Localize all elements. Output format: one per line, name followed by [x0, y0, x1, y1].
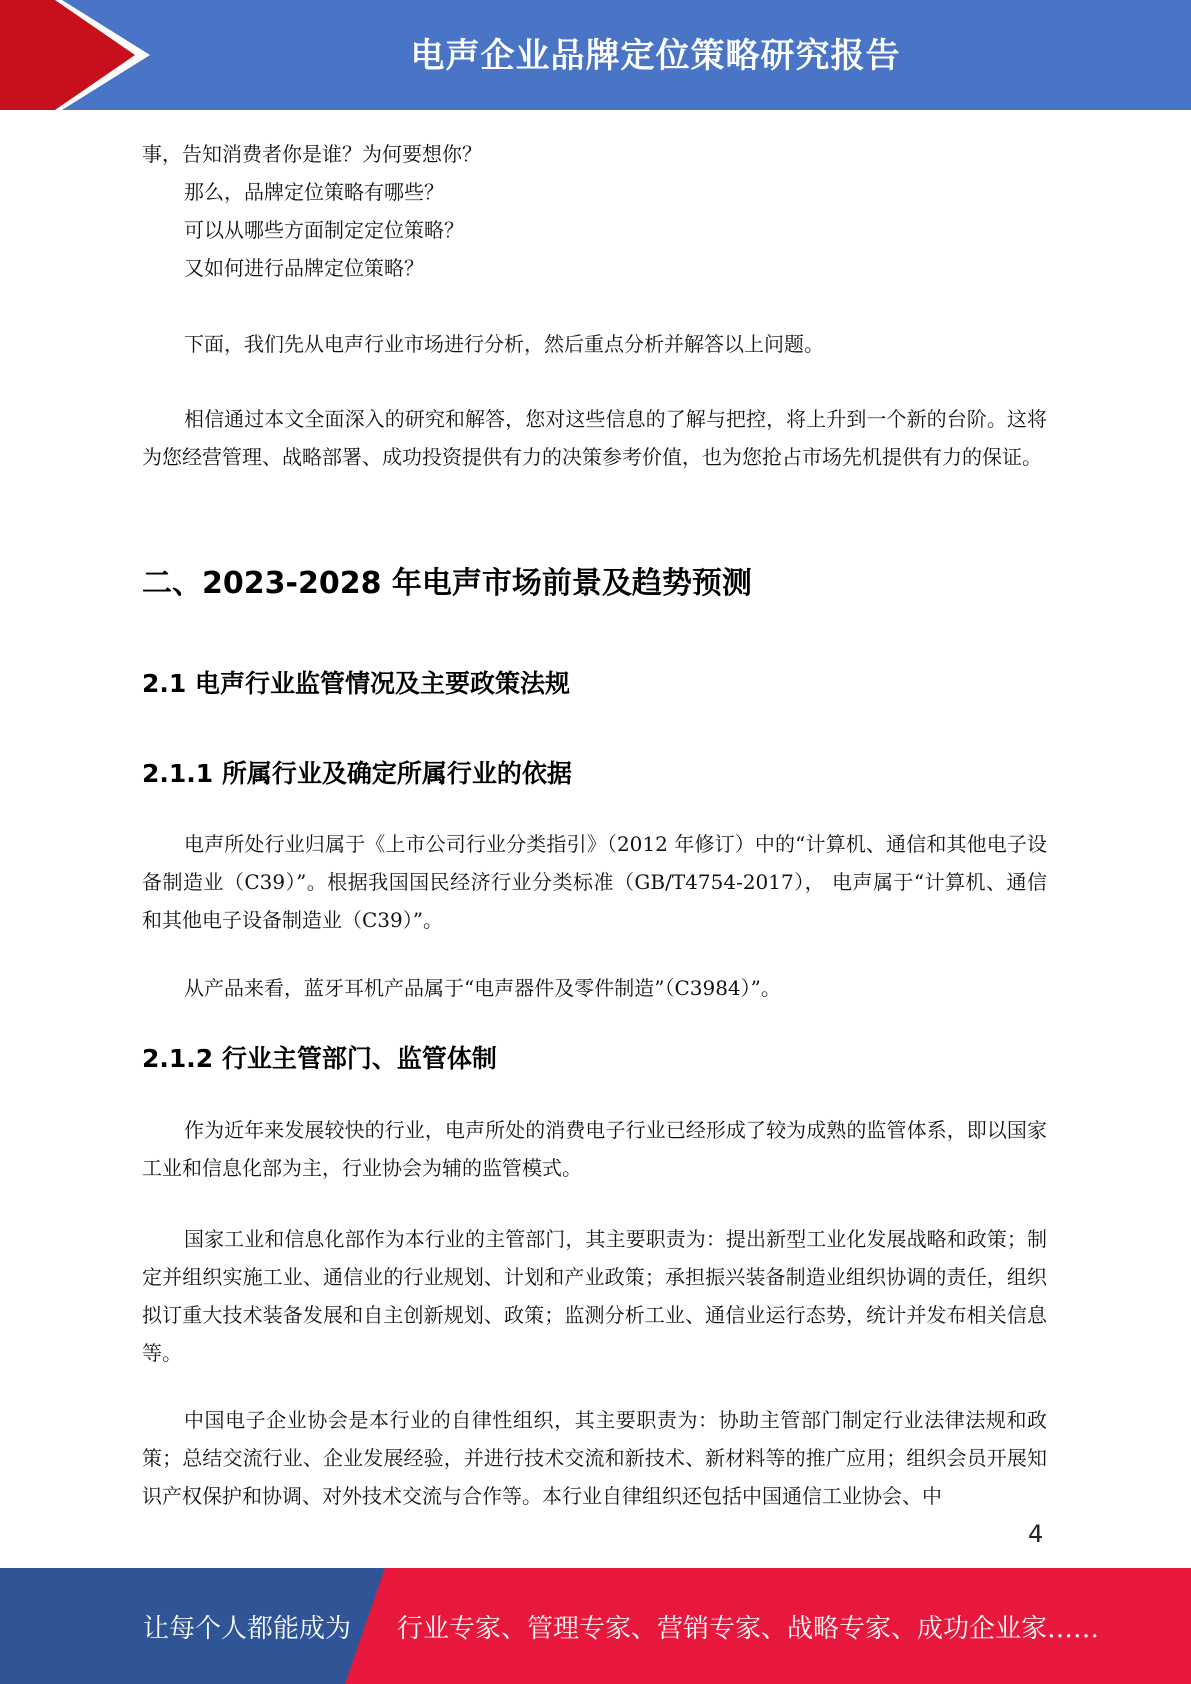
paragraph: 下面，我们先从电声行业市场进行分析，然后重点分析并解答以上问题。: [184, 332, 824, 356]
footer-slogan-right: 行业专家、管理专家、营销专家、战略专家、成功企业家……: [397, 1614, 1100, 1644]
paragraph: 又如何进行品牌定位策略？: [184, 256, 424, 280]
subsection-heading: 2.1.1 所属行业及确定所属行业的依据: [142, 759, 572, 788]
report-title: 电声企业品牌定位策略研究报告: [410, 36, 901, 76]
page-number: 4: [1028, 1520, 1044, 1548]
paragraph: 从产品来看，蓝牙耳机产品属于“电声器件及零件制造”（C3984）”。: [184, 976, 781, 1000]
paragraph: 可以从哪些方面制定定位策略？: [184, 218, 464, 242]
paragraph: 中国电子企业协会是本行业的自律性组织，其主要职责为：协助主管部门制定行业法律法规和政策；总结交流行业、企业发展经验，并进行技术交流和新技术、新材料等的推广应用；组织会员开展知识产权保护和协调、对外技术交流与合作等。本行业自律组织还包括中国通信工业协会、中: [142, 1408, 1047, 1508]
paragraph: 国家工业和信息化部作为本行业的主管部门，其主要职责为：提出新型工业化发展战略和政策；制定并组织实施工业、通信业的行业规划、计划和产业政策；承担振兴装备制造业组织协调的责任，组织拟订重大技术装备发展和自主创新规划、政策；监测分析工业、通信业运行态势，统计并发布相关信息等。: [142, 1227, 1047, 1365]
page-footer: [0, 1568, 1191, 1684]
paragraph: 作为近年来发展较快的行业，电声所处的消费电子行业已经形成了较为成熟的监管体系，即以国家工业和信息化部为主，行业协会为辅的监管模式。: [142, 1118, 1047, 1180]
footer-slogan-left: 让每个人都能成为: [143, 1614, 352, 1644]
paragraph: 相信通过本文全面深入的研究和解答，您对这些信息的了解与把控，将上升到一个新的台阶。这将为您经营管理、战略部署、成功投资提供有力的决策参考价值，也为您抢占市场先机提供有力的保证。: [142, 407, 1047, 469]
paragraph: 那么，品牌定位策略有哪些？: [184, 180, 444, 204]
section-heading: 二、2023-2028 年电声市场前景及趋势预测: [142, 566, 752, 601]
paragraph: 电声所处行业归属于《上市公司行业分类指引》（2012 年修订）中的“计算机、通信和其他电子设备制造业（C39）”。根据我国国民经济行业分类标准（GB/T4754-2017）， 电声属于“计算机、通信和其他电子设备制造业（C39）”。: [142, 832, 1047, 932]
page-header: [0, 0, 1191, 110]
paragraph: 事，告知消费者你是谁？为何要想你？: [142, 142, 482, 166]
subsection-heading: 2.1.2 行业主管部门、监管体制: [142, 1044, 497, 1073]
subsection-heading: 2.1 电声行业监管情况及主要政策法规: [142, 669, 570, 698]
